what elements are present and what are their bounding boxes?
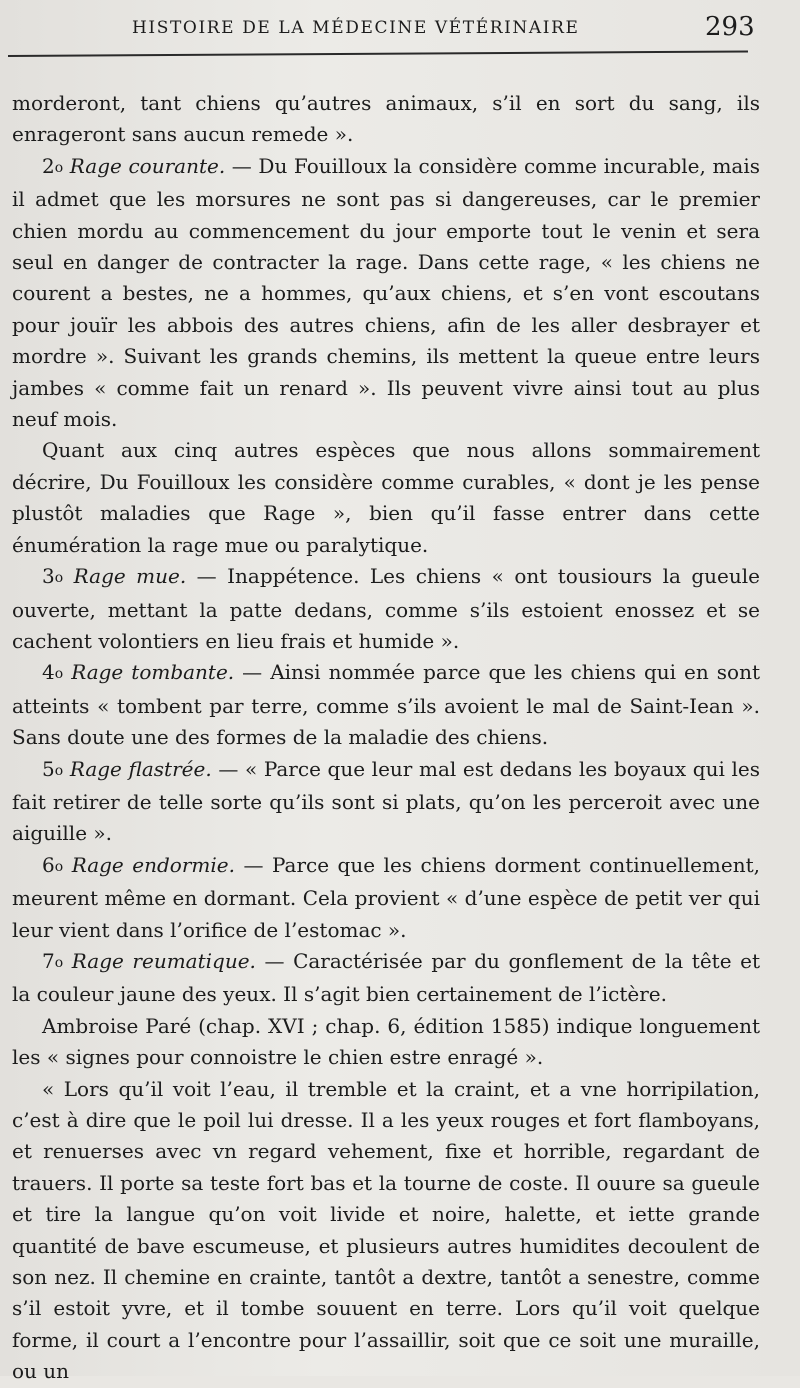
paragraph-text: — Parce que les chiens dorment continuellement, meurent même en dormant. Cela provient « d’une espèce de petit ver qui leur vient dans l’orifice de l’estomac ». — [12, 852, 761, 942]
paragraph-cinq-especes — [12, 435, 760, 561]
paragraph-text: Quant aux cinq autres espèces que nous allons sommairement décrire, Du Fouilloux les considère comme curables, « dont je les pense plustôt maladies que Rage », bien qu’il fasse entrer dans cette énumération la rage mue ou paralytique. — [12, 438, 760, 557]
ordinal-suffix: o — [54, 954, 64, 971]
paragraph-quotation — [12, 1074, 760, 1388]
page-number: 293 — [705, 12, 755, 42]
item-term: Rage flastrée. — [69, 756, 212, 781]
header-rule — [8, 50, 748, 57]
running-title: HISTOIRE DE LA MÉDECINE VÉTÉRINAIRE — [132, 18, 580, 38]
item-term: Rage mue. — [73, 564, 187, 589]
paragraph-text: morderont, tant chiens qu’autres animaux, s’il en sort du sang, ils enrageront sans aucun remede ». — [12, 91, 760, 147]
ordinal-suffix: o — [54, 666, 64, 683]
page-body — [12, 88, 760, 1388]
paragraph-ambroise-pare — [12, 1011, 760, 1074]
item-term: Rage tombante. — [71, 660, 235, 685]
paragraph-rage-flastree — [12, 754, 760, 850]
paragraph-continuation — [12, 88, 760, 151]
ordinal-suffix: o — [54, 159, 64, 176]
paragraph-text: Ambroise Paré (chap. XVI ; chap. 6, édition 1585) indique longuement les « signes pour connoistre le chien estre enragé ». — [12, 1013, 760, 1070]
item-ordinal: 2o — [42, 153, 64, 178]
paragraph-text: — Du Fouilloux la considère comme incurable, mais il admet que les morsures ne sont pas si dangereuses, car le premier chien mordu au commencement du jour emporte tout le venin et sera seul en danger de contracter la rage. Dans cette rage, « les chiens ne courent a bestes, ne a hommes, qu’aux chiens, et s’en vont escoutans pour jouïr les abbois des autres chiens, afin de les aller desbrayer et mordre ». Suivant les grands chemins, ils mettent la queue entre leurs jambes « comme fait un renard ». Ils peuvent vivre ainsi tout au plus neuf mois. — [12, 153, 760, 432]
paragraph-rage-mue — [12, 561, 760, 657]
paragraph-rage-tombante — [12, 657, 760, 753]
item-ordinal: 6o — [42, 852, 64, 877]
item-ordinal: 3o — [42, 564, 64, 589]
item-term: Rage courante. — [69, 153, 226, 178]
page-header — [0, 10, 800, 44]
ordinal-suffix: o — [54, 762, 64, 779]
ordinal-suffix: o — [54, 570, 64, 587]
paragraph-text: — Caractérisée par du gonflement de la tête et la couleur jaune des yeux. Il s’agit bien certainement de l’ictère. — [12, 948, 761, 1007]
item-ordinal: 4o — [42, 660, 64, 685]
ordinal-suffix: o — [54, 858, 64, 875]
item-term: Rage endormie. — [71, 852, 235, 877]
paragraph-text: — Inappétence. Les chiens « ont tousiours la gueule ouverte, mettant la patte dedans, comme s’ils estoient enossez et se cachent volontiers en lieu frais et humide ». — [12, 564, 760, 653]
paragraph-text: « Lors qu’il voit l’eau, il tremble et la craint, et a vne horripilation, c’est à dire que le poil lui dresse. Il a les yeux rouges et fort flamboyans, et renuerses avec vn regard vehement, fixe et horrible, regardant de trauers. Il porte sa teste fort bas et la tourne de coste. Il ouure sa gueule et tire la langue qu’on voit livide et noire, halette, et iette grande quantité de bave escumeuse, et plusieurs autres humidites decoulent de son nez. Il chemine en crainte, tantôt a dextre, tantôt a senestre, comme s’il estoit yvre, et il tombe souuent en terre. Lors qu’il voit quelque forme, il court a l’encontre pour l’assaillir, soit que ce soit une muraille, ou un — [12, 1076, 760, 1384]
paragraph-text: — Ainsi nommée parce que les chiens qui en sont atteints « tombent par terre, comme s’ils avoient le mal de Saint-Iean ». Sans doute une des formes de la maladie des chiens. — [12, 660, 761, 750]
paragraph-rage-reumatique — [12, 946, 760, 1011]
item-term: Rage reumatique. — [71, 948, 256, 973]
paragraph-text: — « Parce que leur mal est dedans les boyaux qui les fait retirer de telle sorte qu’ils sont si plats, qu’on les perceroit avec une aiguille ». — [12, 756, 761, 846]
paragraph-rage-endormie — [12, 850, 760, 946]
item-ordinal: 5o — [42, 756, 64, 781]
item-ordinal: 7o — [42, 948, 64, 973]
paragraph-rage-courante — [12, 151, 760, 436]
